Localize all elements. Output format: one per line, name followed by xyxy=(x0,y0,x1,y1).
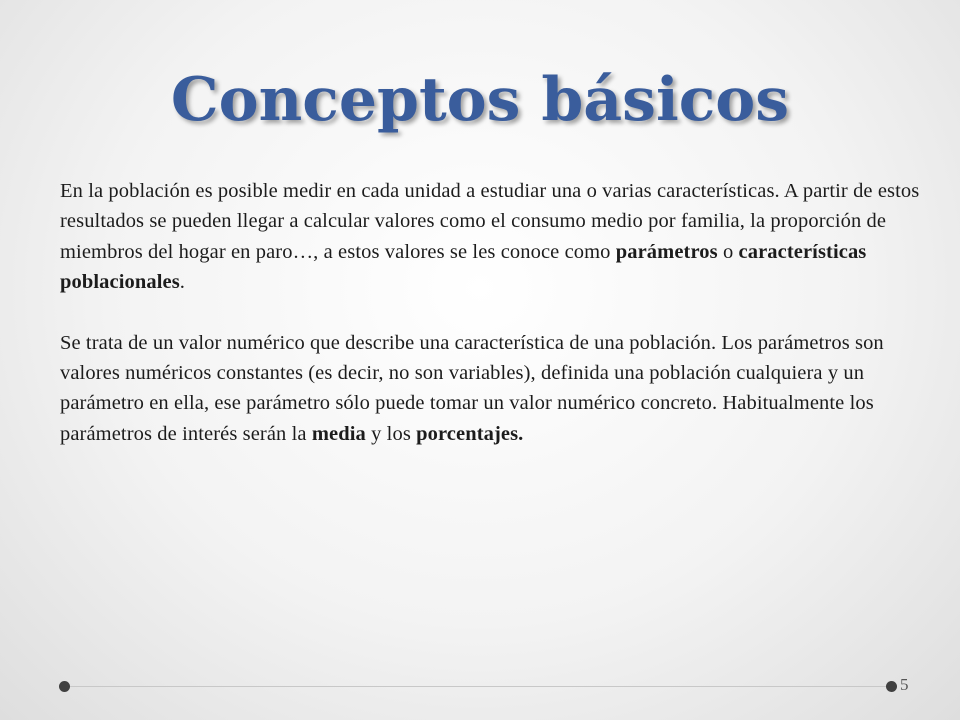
footer-divider xyxy=(64,686,894,687)
paragraph-parameters-definition xyxy=(60,176,920,298)
paragraph1-text-3: . xyxy=(179,271,185,294)
term-porcentajes: porcentajes. xyxy=(416,422,524,445)
term-caracteristicas-poblacionales: características poblacionales xyxy=(60,240,867,294)
paragraph1-text-1: En la población es posible medir en cada unidad a estudiar una o varias características. A partir de estos resultados se pueden llegar a calcular valores como el consumo medio por familia, la proporción de miembros del hogar en paro…, a estos valores se les conoce como xyxy=(60,180,920,263)
paragraph2-text-2: y los xyxy=(365,422,417,445)
paragraph2-text-1: Se trata de un valor numérico que describe una característica de una población. Los parámetros son valores numéricos constantes (es decir, no son variables), definida una población cualquiera y un parámetro en ella, ese parámetro sólo puede tomar un valor numérico concreto. Habitualmente los parámetros de interés serán la xyxy=(60,331,884,445)
term-parametros: parámetros xyxy=(615,240,718,263)
paragraph1-text-2: o xyxy=(717,240,739,263)
paragraph-parameters-description xyxy=(60,328,920,450)
footer-dot-left xyxy=(59,681,70,692)
slide-title: Conceptos básicos xyxy=(170,65,790,135)
slide-number: 5 xyxy=(900,675,909,694)
footer-dot-right xyxy=(886,681,897,692)
term-media: media xyxy=(311,422,366,445)
slide-body xyxy=(60,176,920,449)
